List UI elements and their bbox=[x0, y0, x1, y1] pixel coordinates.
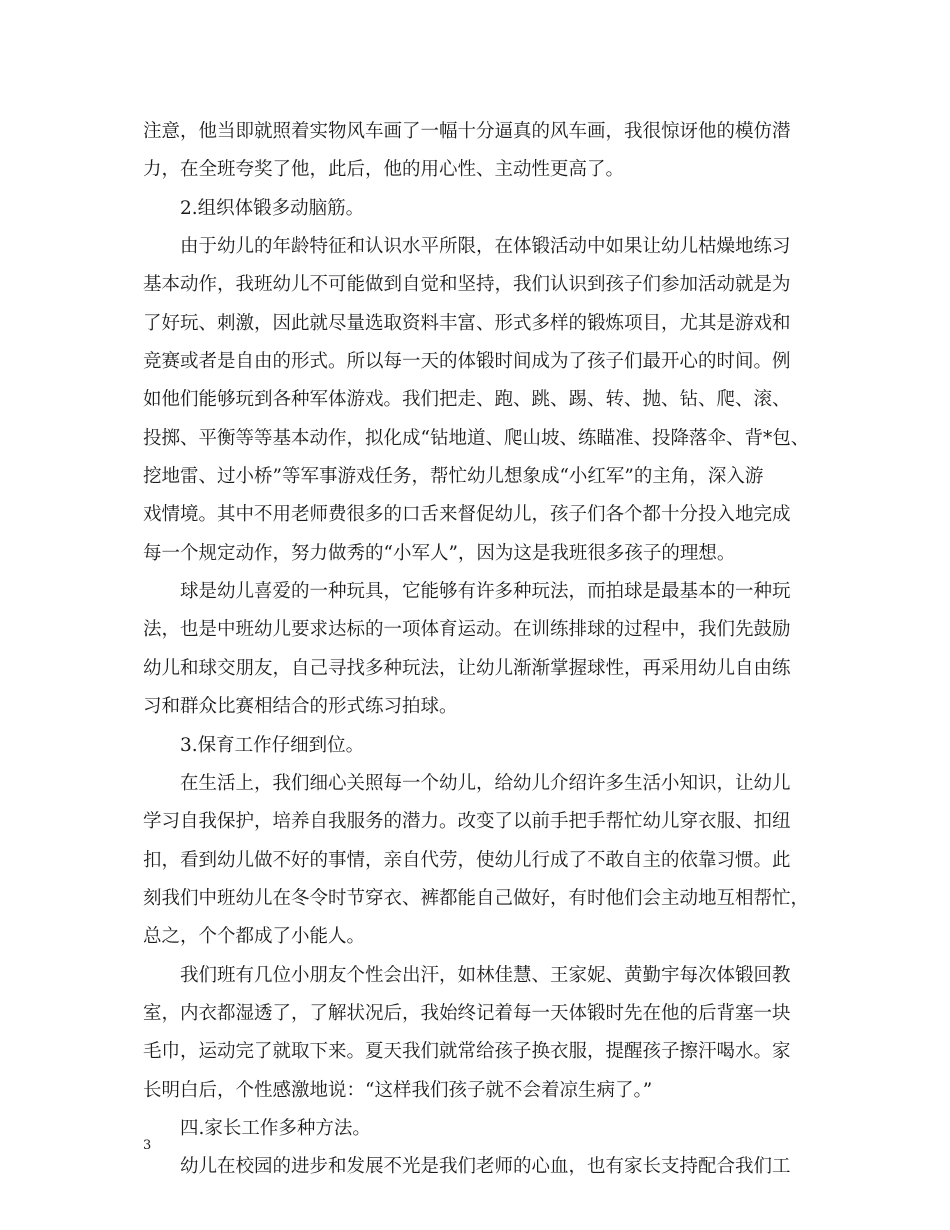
text-line: 每一个规定动作，努力做秀的“小军人”，因为这是我班很多孩子的理想。 bbox=[143, 542, 736, 564]
document-body bbox=[143, 113, 811, 1187]
text-line: 我们班有几位小朋友个性会出汗，如林佳慧、王家妮、黄勤宇每次体锻回教 bbox=[180, 964, 791, 986]
text-line: 力，在全班夸奖了他，此后，他的用心性、主动性更高了。 bbox=[143, 159, 625, 181]
text-line: 学习自我保护，培养自我服务的潜力。改变了以前手把手帮忙幼儿穿衣服、扣纽 bbox=[143, 811, 791, 833]
text-line: 四.家长工作多种方法。 bbox=[180, 1117, 371, 1139]
text-line: 毛巾，运动完了就取下来。夏天我们就常给孩子换衣服，提醒孩子擦汗喝水。家 bbox=[143, 1041, 791, 1063]
text-line: 3.保育工作仔细到位。 bbox=[180, 734, 365, 756]
text-line: 幼儿在校园的进步和发展不光是我们老师的心血，也有家长支持配合我们工 bbox=[180, 1156, 791, 1178]
text-line: 如他们能够玩到各种军体游戏。我们把走、跑、跳、踢、转、抛、钻、爬、滚、 bbox=[143, 389, 791, 411]
text-line: 竞赛或者是自由的形式。所以每一天的体锻时间成为了孩子们最开心的时间。例 bbox=[143, 351, 791, 373]
text-line: 在生活上，我们细心关照每一个幼儿，给幼儿介绍许多生活小知识，让幼儿 bbox=[180, 772, 791, 794]
text-line: 投掷、平衡等等基本动作，拟化成“钻地道、爬山坡、练瞄准、投降落伞、背*包、 bbox=[143, 427, 810, 449]
page-number: 3 bbox=[143, 1138, 152, 1153]
text-line: 球是幼儿喜爱的一种玩具，它能够有许多种玩法，而拍球是最基本的一种玩 bbox=[180, 581, 791, 603]
text-line: 基本动作，我班幼儿不可能做到自觉和坚持，我们认识到孩子们参加活动就是为 bbox=[143, 274, 791, 296]
text-line: 幼儿和球交朋友，自己寻找多种玩法，让幼儿渐渐掌握球性，再采用幼儿自由练 bbox=[143, 657, 791, 679]
text-line: 了好玩、刺激，因此就尽量选取资料丰富、形式多样的锻炼项目，尤其是游戏和 bbox=[143, 312, 791, 334]
text-line: 扣，看到幼儿做不好的事情，亲自代劳，使幼儿行成了不敢自主的依靠习惯。此 bbox=[143, 849, 791, 871]
text-line: 总之，个个都成了小能人。 bbox=[143, 926, 366, 948]
text-line: 挖地雷、过小桥”等军事游戏任务，帮忙幼儿想象成“小红军”的主角，深入游 bbox=[143, 466, 764, 488]
text-line: 长明白后，个性感激地说：“这样我们孩子就不会着凉生病了。” bbox=[143, 1079, 653, 1101]
text-line: 室，内衣都湿透了，了解状况后，我始终记着每一天体锻时先在他的后背塞一块 bbox=[143, 1002, 791, 1024]
text-line: 法，也是中班幼儿要求达标的一项体育运动。在训练排球的过程中，我们先鼓励 bbox=[143, 619, 791, 641]
text-line: 刻我们中班幼儿在冬令时节穿衣、裤都能自己做好，有时他们会主动地互相帮忙， bbox=[143, 887, 810, 909]
text-line: 习和群众比赛相结合的形式练习拍球。 bbox=[143, 696, 458, 718]
text-line: 戏情境。其中不用老师费很多的口舌来督促幼儿，孩子们各个都十分投入地完成 bbox=[143, 504, 791, 526]
text-line: 注意，他当即就照着实物风车画了一幅十分逼真的风车画，我很惊讶他的模仿潜 bbox=[143, 121, 791, 142]
text-line: 2.组织体锻多动脑筋。 bbox=[180, 197, 365, 219]
text-line: 由于幼儿的年龄特征和认识水平所限，在体锻活动中如果让幼儿枯燥地练习 bbox=[180, 236, 791, 258]
